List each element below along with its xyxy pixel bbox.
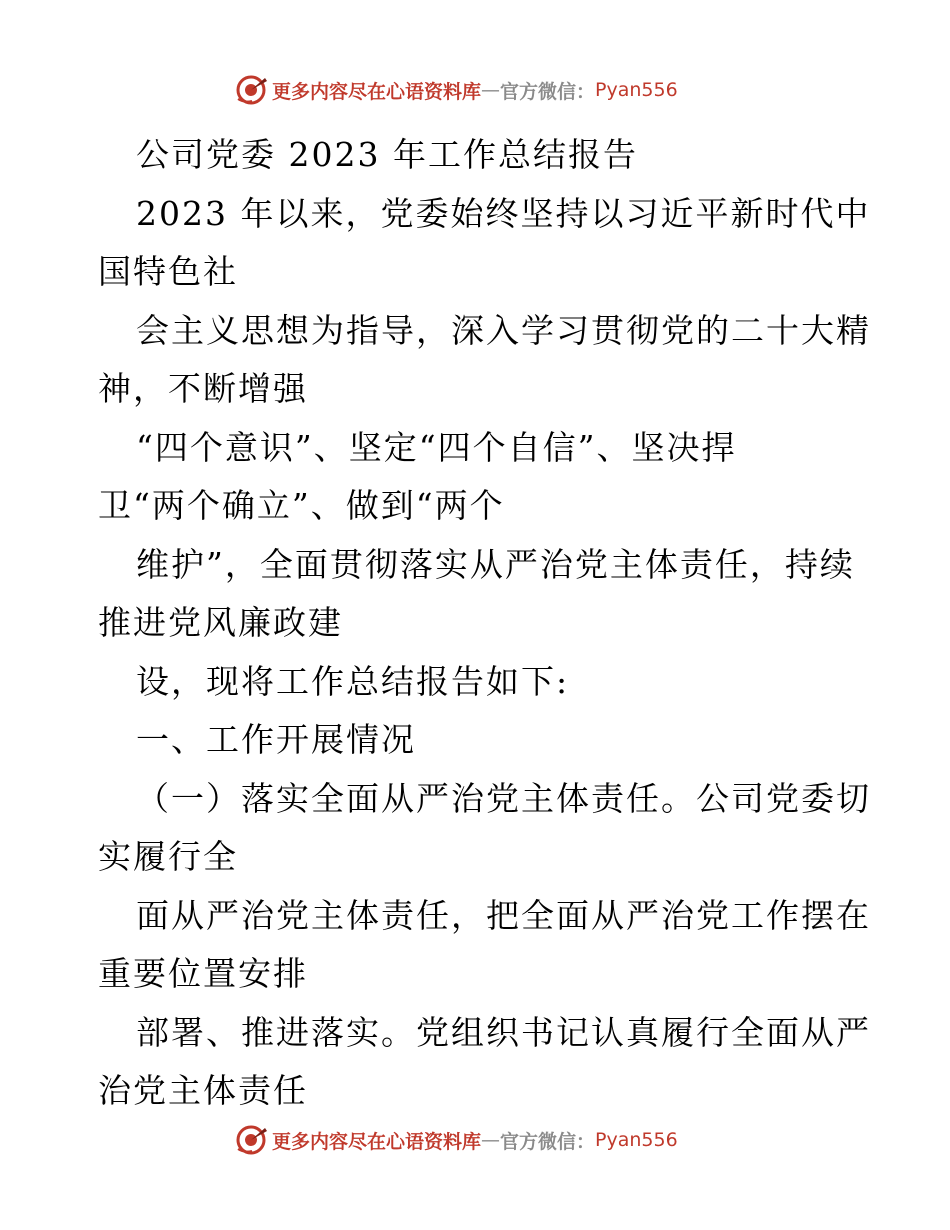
text-line: 维护”，全面贯彻落实从严治党主体责任，持续: [136, 544, 855, 584]
watermark-main-text: 更多内容尽在心语资料库: [272, 1130, 482, 1153]
text-line: 会主义思想为指导，深入学习贯彻党的二十大精: [136, 310, 871, 350]
text-line: 部署、推进落实。党组织书记认真履行全面从严: [136, 1012, 871, 1052]
pen-circle-logo-icon: [234, 73, 268, 107]
text-line: 实履行全: [98, 837, 238, 876]
watermark-label: 官方微信：: [500, 80, 596, 103]
watermark-separator: —: [481, 1129, 501, 1151]
text-line: 2023 年以来，党委始终坚持以习近平新时代中: [136, 193, 871, 233]
pen-circle-logo-icon: [234, 1123, 268, 1157]
text-line: 推进党风廉政建: [98, 603, 343, 642]
watermark-label: 官方微信：: [500, 1130, 596, 1153]
section-heading: 一、工作开展情况: [136, 720, 416, 759]
text-line: 重要位置安排: [98, 954, 308, 993]
text-line: 国特色社: [98, 252, 238, 291]
subsection-heading: （一）落实全面从严治党主体责任。公司党委切: [136, 778, 871, 818]
watermark-main-text: 更多内容尽在心语资料库: [272, 80, 482, 103]
watermark-wechat-id: Pyan556: [595, 79, 678, 101]
header-watermark: [234, 73, 678, 107]
text-line: 治党主体责任: [98, 1071, 308, 1110]
document-body: [98, 126, 871, 1121]
watermark-separator: —: [481, 79, 501, 101]
document-title: 公司党委 2023 年工作总结报告: [136, 135, 638, 174]
text-line: “四个意识”、坚定“四个自信”、坚决捍: [136, 427, 737, 467]
footer-watermark: [234, 1123, 678, 1157]
watermark-wechat-id: Pyan556: [595, 1129, 678, 1151]
text-line: 设，现将工作总结报告如下:: [136, 661, 570, 701]
text-line: 面从严治党主体责任，把全面从严治党工作摆在: [136, 895, 871, 935]
text-line: 神，不断增强: [98, 369, 308, 408]
text-line: 卫“两个确立”、做到“两个: [98, 486, 505, 525]
